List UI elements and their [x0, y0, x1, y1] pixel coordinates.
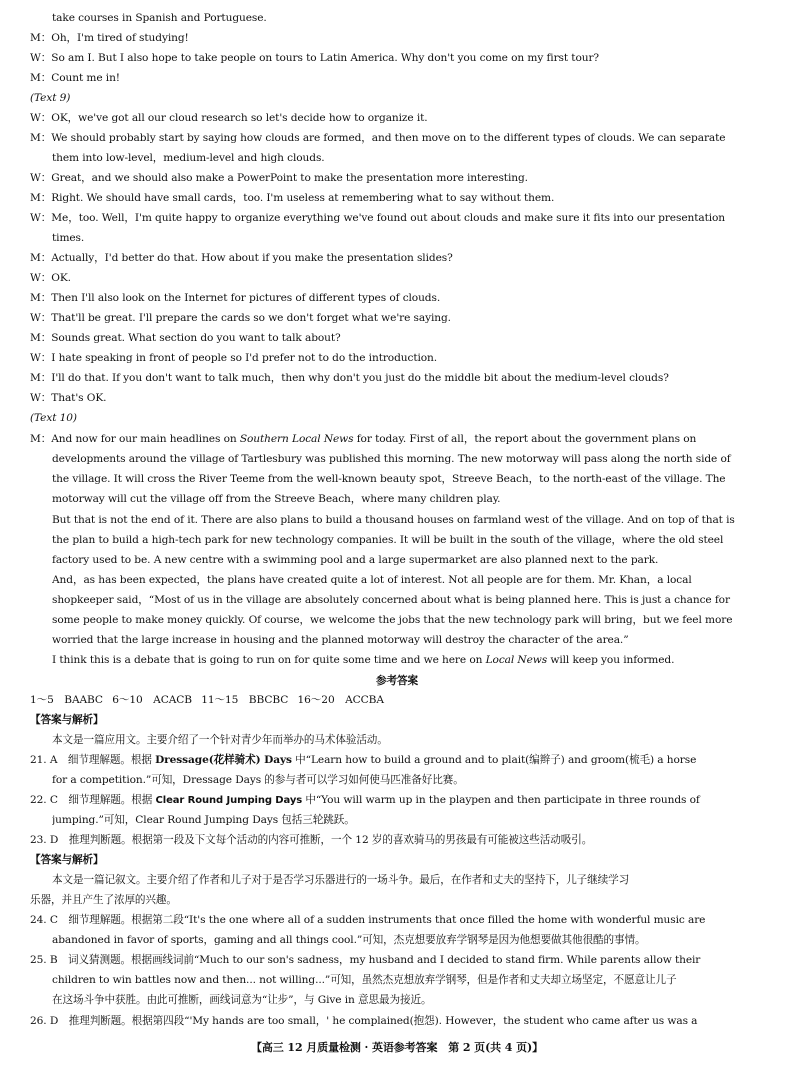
transcript-line: M：Right. We should have small cards，too. I'm useless at remembering what to say without them.	[30, 192, 555, 204]
transcript-line: motorway will cut the village off from the Streeve Beach，where many children play.	[52, 493, 501, 505]
analysis-item: 21. A 细节理解题。根据 Dressage(花样骑术) Days 中“Learn how to build a ground and to plait(编辫子) and groom(梳毛) a horse	[30, 754, 697, 766]
analysis-heading: 【答案与解析】	[30, 714, 104, 726]
answer-group: 16～20 ACCBA	[297, 694, 384, 706]
transcript-line: take courses in Spanish and Portuguese.	[52, 12, 267, 24]
transcript-line: M：And now for our main headlines on Southern Local News for today. First of all，the report about the government plans on	[30, 433, 697, 445]
text9-label: (Text 9)	[30, 92, 71, 104]
transcript-line: the village. It will cross the River Teeme from the well-known beauty spot，Streeve Beach，to the north-east of the village. The	[52, 473, 726, 485]
analysis-item: 26. D 推理判断题。根据第四段“'My hands are too small，' he complained(抱怨). However，the student who came after us was a	[30, 1015, 698, 1027]
analysis-item: children to win battles now and then... not willing...”可知，虽然杰克想放弃学钢琴，但是作者和丈夫却立场坚定，不愿意让儿子	[52, 974, 677, 986]
transcript-line: them into low-level，medium-level and high clouds.	[52, 152, 325, 164]
transcript-line: M：I'll do that. If you don't want to talk much，then why don't you just do the middle bit about the medium-level clouds?	[30, 372, 669, 384]
analysis-item: 在这场斗争中获胜。由此可推断，画线词意为“让步”，与 Give in 意思最为接近。	[52, 994, 432, 1006]
analysis-item: 23. D 推理判断题。根据第一段及下文每个活动的内容可推断，一个 12 岁的喜欢骑马的男孩最有可能被这些活动吸引。	[30, 834, 593, 846]
transcript-line: factory used to be. A new centre with a swimming pool and a large supermarket are also planned next to the park.	[52, 554, 659, 566]
page-footer: 【高三 12 月质量检测 · 英语参考答案 第 2 页(共 4 页)】	[251, 1041, 543, 1054]
transcript-line: W：I hate speaking in front of people so I'd prefer not to do the introduction.	[30, 352, 438, 364]
analysis-item: 25. B 词义猜测题。根据画线词前“Much to our son's sadness，my husband and I decided to stand firm. While parents allow their	[30, 954, 701, 966]
transcript-line: I think this is a debate that is going to run on for quite some time and we here on Local News will keep you informed.	[52, 654, 675, 666]
transcript-line: shopkeeper said，“Most of us in the village are absolutely concerned about what is being planned here. This is just a chance for	[52, 594, 730, 606]
transcript-line: M：Actually，I'd better do that. How about if you make the presentation slides?	[30, 252, 453, 264]
transcript-line: And，as has been expected，the plans have created quite a lot of interest. Not all people are for them. Mr. Khan，a local	[52, 574, 692, 586]
answer-group: 1～5 BAABC	[30, 694, 103, 706]
transcript-line: M：Sounds great. What section do you want to talk about?	[30, 332, 341, 344]
answers-row	[30, 693, 768, 707]
transcript-line: M：Oh，I'm tired of studying!	[30, 32, 189, 44]
answers-title: 参考答案	[376, 675, 418, 687]
transcript-line: times.	[52, 232, 85, 244]
transcript-line: W：So am I. But I also hope to take people on tours to Latin America. Why don't you come on my first tour?	[30, 52, 600, 64]
analysis-item: 24. C 细节理解题。根据第二段“It's the one where all of a sudden instruments that once filled the home with wonderful music are	[30, 914, 706, 926]
analysis-intro: 本文是一篇记叙文。主要介绍了作者和儿子对于是否学习乐器进行的一场斗争。最后，在作者和丈夫的坚持下，儿子继续学习	[52, 874, 630, 886]
transcript-line: But that is not the end of it. There are also plans to build a thousand houses on farmland west of the village. And on top of that is	[52, 514, 735, 526]
analysis-item: jumping.”可知，Clear Round Jumping Days 包括三轮跳跃。	[52, 814, 355, 826]
transcript-line: M：Then I'll also look on the Internet for pictures of different types of clouds.	[30, 292, 441, 304]
analysis-item: for a competition.”可知，Dressage Days 的参与者可以学习如何使马匹准备好比赛。	[52, 774, 464, 786]
analysis-intro: 本文是一篇应用文。主要介绍了一个针对青少年而举办的马术体验活动。	[52, 734, 388, 746]
transcript-line: W：OK.	[30, 272, 71, 284]
transcript-line: developments around the village of Tartlesbury was published this morning. The new motorway will pass along the north side of	[52, 453, 731, 465]
analysis-intro: 乐器，并且产生了浓厚的兴趣。	[30, 894, 177, 906]
text10-label: (Text 10)	[30, 412, 77, 424]
answer-group: 11～15 BBCBC	[201, 694, 289, 706]
transcript-line: W：That'll be great. I'll prepare the cards so we don't forget what we're saying.	[30, 312, 451, 324]
transcript-line: some people to make money quickly. Of course，we welcome the jobs that the new technology park will bring，but we feel more	[52, 614, 733, 626]
analysis-item: 22. C 细节理解题。根据 Clear Round Jumping Days 中“You will warm up in the playpen and then participate in three rounds of	[30, 794, 700, 806]
transcript-line: W：That's OK.	[30, 392, 107, 404]
transcript-line: M：Count me in!	[30, 72, 120, 84]
transcript-line: W：Me，too. Well，I'm quite happy to organize everything we've found out about clouds and make sure it fits into our presentation	[30, 212, 726, 224]
transcript-line: W：OK，we've got all our cloud research so let's decide how to organize it.	[30, 112, 428, 124]
transcript-line: the plan to build a high-tech park for new technology companies. It will be built in the south of the village，where the old steel	[52, 534, 724, 546]
transcript-line: W：Great，and we should also make a PowerPoint to make the presentation more interesting.	[30, 172, 528, 184]
analysis-heading: 【答案与解析】	[30, 854, 104, 866]
transcript-line: worried that the large increase in housing and the planned motorway will destroy the character of the area.”	[52, 634, 629, 646]
answer-group: 6～10 ACACB	[112, 694, 192, 706]
transcript-line: M：We should probably start by saying how clouds are formed，and then move on to the different types of clouds. We can separate	[30, 132, 726, 144]
analysis-item: abandoned in favor of sports，gaming and all things cool.”可知，杰克想要放弃学钢琴是因为他想要做其他很酷的事情。	[52, 934, 646, 946]
